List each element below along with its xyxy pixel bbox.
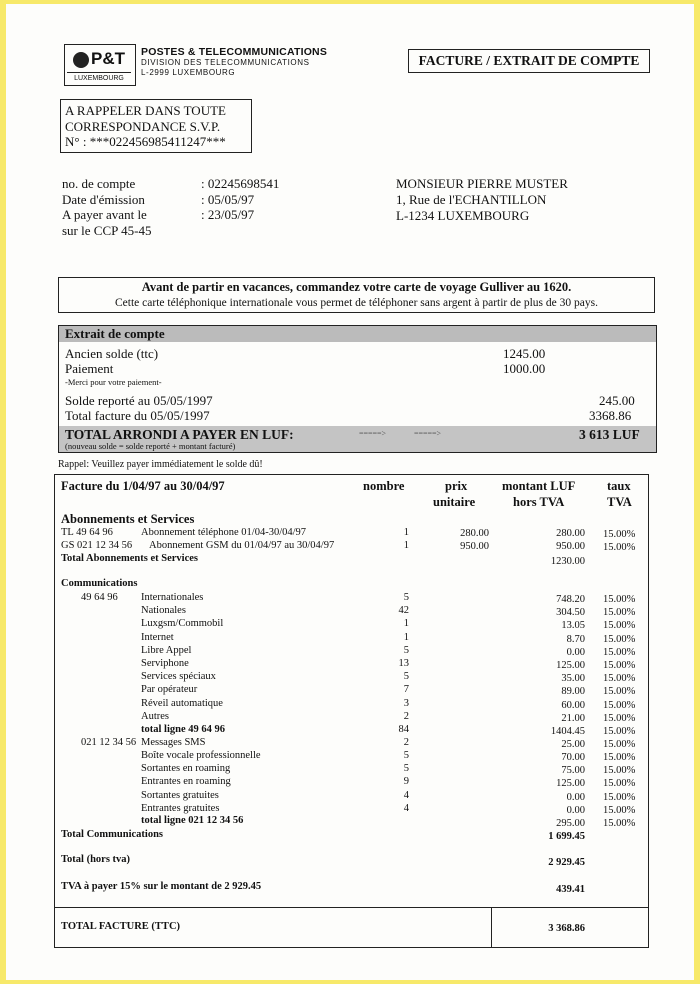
subscription-amount: 280.00 <box>556 528 585 539</box>
issue-date: : 05/05/97 <box>201 191 255 207</box>
promo-box <box>58 277 655 313</box>
promo-headline: Avant de partir en vacances, commandez votre carte de voyage Gulliver au 1620. <box>141 280 572 294</box>
statement-title: Extrait de compte <box>59 326 656 342</box>
call-amount: 125.00 <box>556 660 585 671</box>
line2-number: 021 12 34 56 <box>81 737 137 748</box>
call-amount: 60.00 <box>561 699 585 711</box>
org-name: POSTES & TELECOMMUNICATIONS <box>141 46 328 58</box>
grand-total-label: TOTAL FACTURE (TTC) <box>61 921 181 932</box>
call-amount: 35.00 <box>561 673 585 685</box>
call-category: Autres <box>141 710 169 722</box>
total-separator-line <box>55 907 648 908</box>
subscription-rate: 15.00% <box>603 529 636 540</box>
call-count: 5 <box>403 644 409 656</box>
call-rate: 15.00% <box>603 607 636 619</box>
line1-total: 1404.45 <box>550 726 585 737</box>
mobile-amount: 75.00 <box>561 765 585 777</box>
call-count: 1 <box>403 631 409 643</box>
mobile-count: 5 <box>403 750 409 761</box>
logo-mark <box>69 47 129 71</box>
call-rate: 15.00% <box>603 712 636 724</box>
call-count: 5 <box>403 671 409 683</box>
mobile-category: Sortantes gratuites <box>141 789 219 801</box>
call-count: 13 <box>398 658 409 669</box>
mobile-amount: 70.00 <box>561 752 585 763</box>
subscriptions-total-label: Total Abonnements et Services <box>61 553 198 564</box>
call-rate: 15.00% <box>603 660 636 671</box>
logo-text: P&T <box>91 49 125 68</box>
call-category: Internationales <box>141 592 204 603</box>
communications-total: 1 699.45 <box>548 831 585 842</box>
call-count: 7 <box>403 684 409 696</box>
mobile-rate: 15.00% <box>603 765 636 777</box>
call-category: Réveil automatique <box>141 697 223 709</box>
line2-total: 295.00 <box>556 818 585 829</box>
column-rate-2: TVA <box>607 495 632 509</box>
call-count: 1 <box>403 618 409 630</box>
mobile-amount: 0.00 <box>566 804 585 816</box>
reference-line-1: A RAPPELER DANS TOUTE <box>65 103 226 118</box>
call-category: Luxgsm/Commobil <box>141 618 224 630</box>
call-category: Services spéciaux <box>141 671 216 683</box>
due-date-label: A payer avant le <box>62 207 147 222</box>
account-info <box>62 176 151 238</box>
subscriptions-title: Abonnements et Services <box>61 512 195 526</box>
subscription-rate: 15.00% <box>603 542 636 553</box>
line2-total-rate: 15.00% <box>603 818 636 829</box>
mobile-category: Entrantes gratuites <box>141 802 220 814</box>
call-category: Nationales <box>141 605 186 617</box>
call-amount: 0.00 <box>566 646 585 658</box>
mobile-count: 9 <box>403 776 409 788</box>
subscription-unit-price: 280.00 <box>460 528 489 539</box>
call-count: 5 <box>403 592 409 603</box>
subscription-unit-price: 950.00 <box>460 541 489 552</box>
subscriptions-total: 1230.00 <box>550 556 585 567</box>
mobile-category: Boîte vocale professionnelle <box>141 750 261 761</box>
call-rate: 15.00% <box>603 594 636 605</box>
column-unit-2: unitaire <box>433 495 476 509</box>
line1-total-label: total ligne 49 64 96 <box>141 724 225 735</box>
payment-reminder: Rappel: Veuillez payer immédiatement le solde dû! <box>58 459 263 470</box>
document-title: FACTURE / EXTRAIT DE COMPTE <box>408 49 650 73</box>
logo-subtext: LUXEMBOURG <box>67 72 131 84</box>
logo-circle-icon <box>73 52 89 68</box>
column-amount-1: montant LUF <box>502 479 576 493</box>
subscription-line-number: GS 021 12 34 56 <box>61 540 133 551</box>
arrow-glyph-2: =====> <box>414 429 442 438</box>
call-rate: 15.00% <box>603 686 636 698</box>
arrow-glyph-1: =====> <box>359 429 387 438</box>
total-due-value: 3 613 LUF <box>579 427 640 442</box>
mobile-rate: 15.00% <box>603 752 636 763</box>
invoice-period: Facture du 1/04/97 au 30/04/97 <box>61 479 225 493</box>
call-rate: 15.00% <box>603 633 636 645</box>
mobile-count: 5 <box>403 763 409 775</box>
pt-logo <box>64 44 136 86</box>
call-category: Libre Appel <box>141 644 192 656</box>
line1-total-rate: 15.00% <box>603 726 636 737</box>
mobile-amount: 125.00 <box>556 778 585 790</box>
mobile-rate: 15.00% <box>603 791 636 803</box>
column-quantity: nombre <box>363 479 405 493</box>
call-amount: 748.20 <box>556 594 585 605</box>
organization-block <box>141 46 327 78</box>
payment-value: 1000.00 <box>503 361 546 376</box>
invoice-table <box>54 474 649 948</box>
account-statement <box>58 325 657 453</box>
mobile-category: Sortantes en roaming <box>141 763 231 775</box>
column-amount-2: hors TVA <box>513 495 565 509</box>
mobile-rate: 15.00% <box>603 778 636 790</box>
vat-amount: 439.41 <box>556 884 585 895</box>
call-amount: 89.00 <box>561 686 585 698</box>
call-amount: 8.70 <box>566 633 585 645</box>
total-due-label: TOTAL ARRONDI A PAYER EN LUF: <box>65 427 294 442</box>
call-category: Serviphone <box>141 658 189 669</box>
promo-text: Cette carte téléphonique internationale vous permet de téléphoner sans argent à partir de plus de 30 pays. <box>115 297 598 309</box>
mobile-rate: 15.00% <box>603 804 636 816</box>
subscription-description: Abonnement GSM du 01/04/97 au 30/04/97 <box>149 540 335 551</box>
mobile-amount: 0.00 <box>566 791 585 803</box>
column-rate-1: taux <box>607 479 631 493</box>
carried-balance-label: Solde reporté au 05/05/1997 <box>65 393 213 408</box>
call-rate: 15.00% <box>603 673 636 685</box>
vat-label: TVA à payer 15% sur le montant de 2 929.45 <box>61 881 262 892</box>
customer-city: L-1234 LUXEMBOURG <box>396 208 530 223</box>
call-rate: 15.00% <box>603 620 636 632</box>
carried-balance-value: 245.00 <box>599 393 635 408</box>
call-category: Internet <box>141 631 174 643</box>
balance-formula: (nouveau solde = solde reporté + montant facturé) <box>65 441 236 451</box>
org-division: DIVISION DES TELECOMMUNICATIONS <box>141 58 310 67</box>
mobile-count: 4 <box>403 802 409 814</box>
communications-total-label: Total Communications <box>61 829 164 840</box>
subscription-amount: 950.00 <box>556 541 585 552</box>
call-rate: 15.00% <box>603 646 636 658</box>
line2-first-quantity: 2 <box>403 737 409 748</box>
reference-number: N° : ***022456985411247*** <box>65 134 226 149</box>
account-values <box>201 176 279 223</box>
line1-number: 49 64 96 <box>81 592 118 603</box>
call-count: 42 <box>398 605 409 617</box>
invoice-page <box>6 4 694 980</box>
old-balance-label: Ancien solde (ttc) <box>65 346 159 361</box>
call-count: 3 <box>403 697 409 709</box>
mobile-count: 4 <box>403 789 409 801</box>
reference-line-2: CORRESPONDANCE S.V.P. <box>65 118 221 134</box>
reference-box <box>60 99 252 153</box>
account-number: : 02245698541 <box>201 176 280 191</box>
line2-first-amount: 25.00 <box>561 739 585 750</box>
line2-first-rate: 15.00% <box>603 739 636 750</box>
call-count: 2 <box>403 710 409 722</box>
call-category: Par opérateur <box>141 684 198 696</box>
call-amount: 21.00 <box>561 712 585 724</box>
subscription-quantity: 1 <box>403 527 409 538</box>
customer-address <box>396 176 568 224</box>
invoice-total-value: 3368.86 <box>589 408 632 423</box>
net-total: 2 929.45 <box>548 857 585 868</box>
old-balance-value: 1245.00 <box>503 346 546 361</box>
payment-thanks: -Merci pour votre paiement- <box>65 377 162 387</box>
payment-label: Paiement <box>65 361 114 376</box>
subscription-description: Abonnement téléphone 01/04-30/04/97 <box>141 527 307 538</box>
invoice-total-label: Total facture du 05/05/1997 <box>65 408 210 423</box>
issue-date-label: Date d'émission <box>62 191 145 207</box>
due-date: : 23/05/97 <box>201 207 255 222</box>
call-amount: 13.05 <box>561 620 585 632</box>
net-total-label: Total (hors tva) <box>61 854 131 865</box>
grand-total: 3 368.86 <box>548 923 585 934</box>
communications-title: Communications <box>61 578 138 589</box>
ccp-label: sur le CCP 45-45 <box>62 222 152 238</box>
line2-total-label: total ligne 021 12 34 56 <box>141 815 244 826</box>
account-label: no. de compte <box>62 176 136 191</box>
call-amount: 304.50 <box>556 607 585 619</box>
statement-total-band <box>59 426 656 452</box>
line1-total-quantity: 84 <box>398 724 409 735</box>
customer-name: MONSIEUR PIERRE MUSTER <box>396 176 568 191</box>
mobile-category: Entrantes en roaming <box>141 776 231 788</box>
subscription-line-number: TL 49 64 96 <box>61 527 113 538</box>
line2-first-description: Messages SMS <box>141 737 206 748</box>
column-unit-1: prix <box>445 479 468 493</box>
call-rate: 15.00% <box>603 699 636 711</box>
customer-street: 1, Rue de l'ECHANTILLON <box>396 192 547 207</box>
org-address: L-2999 LUXEMBOURG <box>141 68 236 77</box>
subscription-quantity: 1 <box>403 540 409 551</box>
